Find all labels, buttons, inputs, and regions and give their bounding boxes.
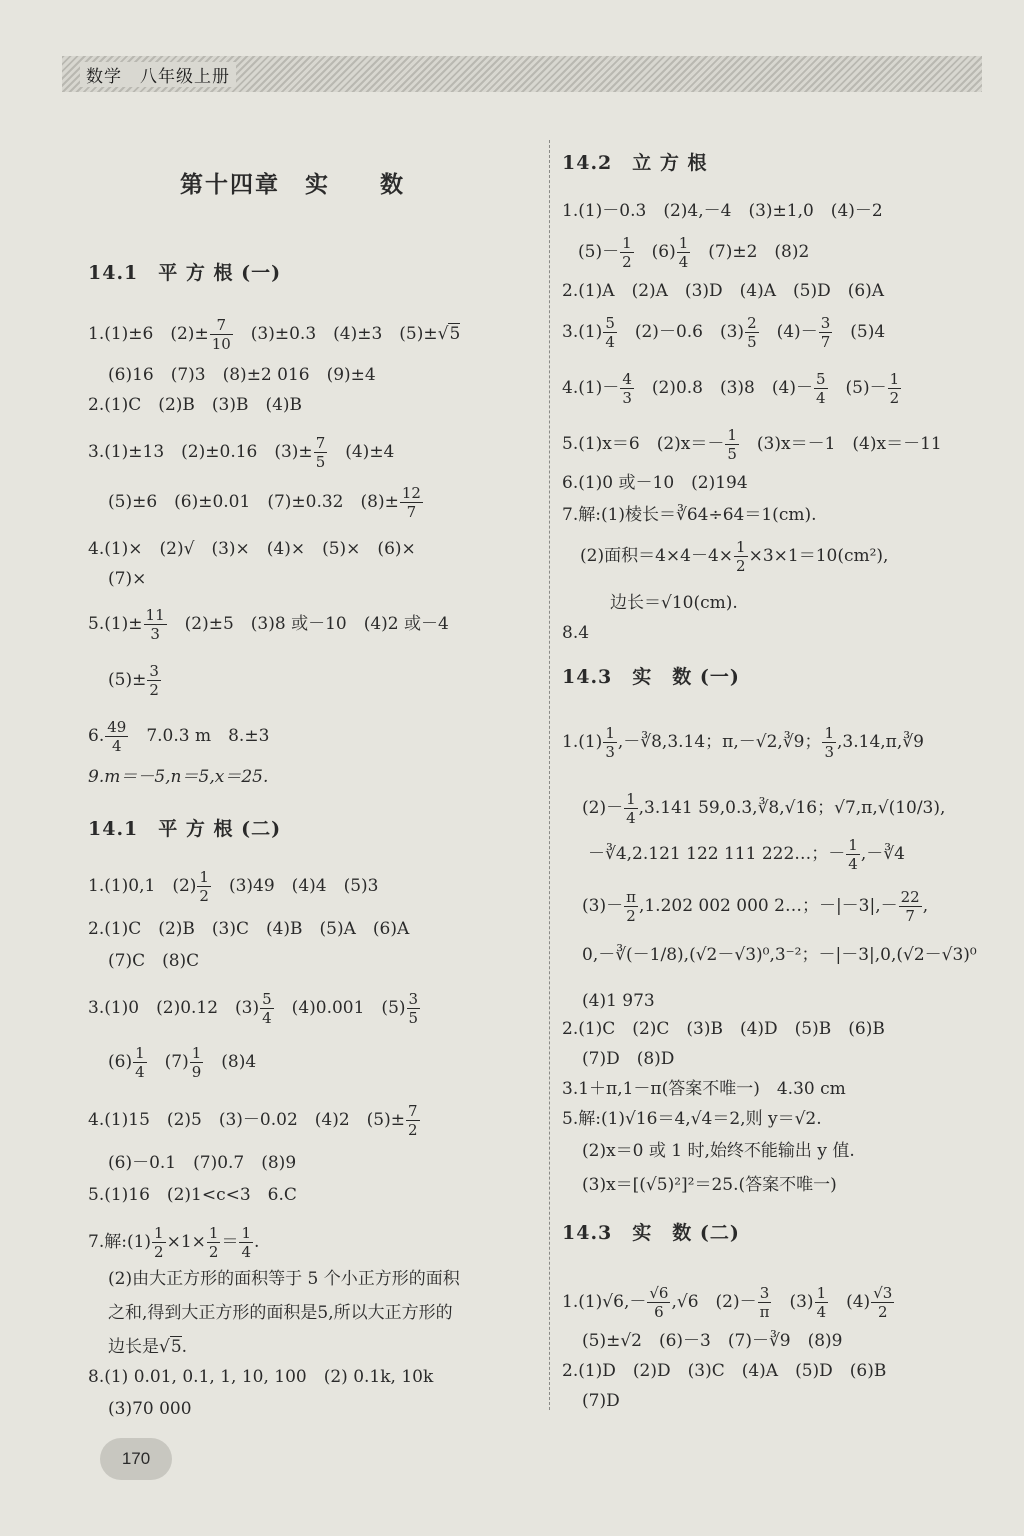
fraction: $\frac{1}{5}$ xyxy=(727,426,737,463)
answer-line: (5)± $\frac{3}{2}$ xyxy=(108,662,159,699)
answer-line: 5.(1)x＝6 (2)x＝－ $\frac{1}{5}$ (3)x＝－1 (4)x＝－11 xyxy=(562,426,942,463)
section-title: 14.1 平 方 根 (一) xyxy=(88,262,282,284)
fraction: $\frac{1}{9}$ xyxy=(191,1044,202,1081)
answer-line: 2.(1)C (2)B (3)C (4)B (5)A (6)A xyxy=(88,919,410,939)
answer-line: (2)由大正方形的面积等于 5 个小正方形的面积 xyxy=(108,1269,460,1289)
fraction: $\frac{1}{2}$ xyxy=(199,868,209,905)
answer-line: (2)面积＝4×4－4× $\frac{1}{2}$ ×3×1＝10(cm²), xyxy=(580,538,889,575)
answer-line: 1.(1)±6 (2)± $\frac{7}{10}$ (3)±0.3 (4)±3 (5)±√5 xyxy=(88,316,461,353)
answer-line: (5)±√2 (6)－3 (7)－∛9 (8)9 xyxy=(582,1331,843,1351)
fraction: $\frac{22}{7}$ xyxy=(900,888,920,925)
answer-line: (7)C (8)C xyxy=(108,951,200,971)
answer-line: (3)－ $\frac{\pi}{2}$ ,1.202 002 000 2…；－|－3|,－ $\frac{22}{7}$ , xyxy=(582,888,929,925)
fraction: $\frac{1}{2}$ xyxy=(736,538,746,575)
answer-line: 3.1＋π,1－π(答案不唯一) 4.30 cm xyxy=(562,1079,846,1099)
section-title: 14.2 立 方 根 xyxy=(562,152,708,174)
answer-line: 7.解:(1)棱长＝∛64÷64＝1(cm). xyxy=(562,505,817,525)
fraction: $\frac{2}{5}$ xyxy=(747,314,757,351)
answer-line: 4.(1)15 (2)5 (3)－0.02 (4)2 (5)± $\frac{7}{2}$ xyxy=(88,1102,418,1139)
answer-line: 1.(1)0,1 (2) $\frac{1}{2}$ (3)49 (4)4 (5)3 xyxy=(88,868,379,905)
fraction: $\frac{1}{3}$ xyxy=(824,724,834,761)
fraction: $\frac{12}{7}$ xyxy=(401,484,421,521)
answer-line: (7)× xyxy=(108,569,147,589)
fraction: $\frac{5}{4}$ xyxy=(815,370,826,407)
fraction: $\frac{4}{3}$ xyxy=(622,370,632,407)
fraction: $\frac{1}{2}$ xyxy=(208,1224,219,1261)
answer-line: 3.(1) $\frac{5}{4}$ (2)－0.6 (3) $\frac{2}{5}$ (4)－ $\frac{3}{7}$ (5)4 xyxy=(562,314,886,351)
answer-line: 6.(1)0 或－10 (2)194 xyxy=(562,473,748,493)
answer-line: 2.(1)C (2)B (3)B (4)B xyxy=(88,395,303,415)
fraction: $\frac{1}{2}$ xyxy=(889,370,900,407)
answer-line: (6) $\frac{1}{4}$ (7) $\frac{1}{9}$ (8)4 xyxy=(108,1044,257,1081)
answer-line: 4.(1)－ $\frac{4}{3}$ (2)0.8 (3)8 (4)－ $\frac{5}{4}$ (5)－ $\frac{1}{2}$ xyxy=(562,370,900,407)
fraction: $\frac{1}{4}$ xyxy=(626,790,636,827)
answer-line: (6)－0.1 (7)0.7 (8)9 xyxy=(108,1153,297,1173)
answer-line: 1.(1) $\frac{1}{3}$ ,－∛8,3.14；π,－√2,∛9； $\frac{1}{3}$ ,3.14,π,∛9 xyxy=(562,724,924,761)
fraction: $\frac{√3}{2}$ xyxy=(873,1284,893,1321)
fraction: $\frac{3}{5}$ xyxy=(408,990,419,1027)
answer-line: 5.(1)16 (2)1<c<3 6.C xyxy=(88,1185,297,1205)
fraction: $\frac{1}{4}$ xyxy=(678,234,689,271)
header-bar xyxy=(62,56,982,92)
fraction: $\frac{7}{2}$ xyxy=(407,1102,418,1139)
fraction: $\frac{5}{4}$ xyxy=(262,990,272,1027)
answer-line: 3.(1)±13 (2)±0.16 (3)± $\frac{7}{5}$ (4)±4 xyxy=(88,434,395,471)
answer-line: 5.解:(1)√16＝4,√4＝2,则 y＝√2. xyxy=(562,1109,822,1129)
answer-line: 1.(1)√6,－ $\frac{√6}{6}$ ,√6 (2)－ $\frac{3}{\pi}$ (3) $\frac{1}{4}$ (4) $\frac{√3}{2}$ xyxy=(562,1284,893,1321)
answer-line: 2.(1)A (2)A (3)D (4)A (5)D (6)A xyxy=(562,281,885,301)
fraction: $\frac{5}{4}$ xyxy=(605,314,615,351)
answer-line: 7.解:(1) $\frac{1}{2}$ ×1× $\frac{1}{2}$ ＝ $\frac{1}{4}$ . xyxy=(88,1224,260,1261)
fraction: $\frac{3}{7}$ xyxy=(820,314,831,351)
fraction: $\frac{√6}{6}$ xyxy=(649,1284,669,1321)
answer-line: 5.(1)± $\frac{11}{3}$ (2)±5 (3)8 或－10 (4)2 或－4 xyxy=(88,606,449,643)
answer-line: (2)－ $\frac{1}{4}$ ,3.141 59,0.3̇,∛8,√16；√7,π,√(10/3), xyxy=(582,790,946,827)
answer-line: (3)70 000 xyxy=(108,1399,192,1419)
answer-line: 0,－∛(－1/8),(√2－√3)⁰,3⁻²；－|－3|,0,(√2－√3)⁰ xyxy=(582,945,977,965)
section-title: 14.3 实 数 (二) xyxy=(562,1222,740,1244)
section-title: 14.1 平 方 根 (二) xyxy=(88,818,282,840)
answer-line: 8.(1) 0.01, 0.1, 1, 10, 100 (2) 0.1k, 10k xyxy=(88,1367,434,1387)
answer-line: 4.(1)× (2)√ (3)× (4)× (5)× (6)× xyxy=(88,539,416,559)
page-number: 170 xyxy=(100,1438,172,1480)
fraction: $\frac{7}{5}$ xyxy=(315,434,326,471)
fraction: $\frac{1}{3}$ xyxy=(605,724,615,761)
section-title: 14.3 实 数 (一) xyxy=(562,666,740,688)
fraction: $\frac{1}{4}$ xyxy=(135,1044,145,1081)
answer-line: －∛4,2.121 122 111 222…；－ $\frac{1}{4}$ ,－∛4 xyxy=(588,836,905,873)
fraction: $\frac{3}{2}$ xyxy=(149,662,159,699)
answer-line: 3.(1)0 (2)0.12 (3) $\frac{5}{4}$ (4)0.001 (5) $\frac{3}{5}$ xyxy=(88,990,419,1027)
fraction: $\frac{11}{3}$ xyxy=(145,606,165,643)
fraction: $\frac{49}{4}$ xyxy=(107,718,127,755)
fraction: $\frac{1}{4}$ xyxy=(816,1284,827,1321)
answer-line: (2)x＝0 或 1 时,始终不能输出 y 值. xyxy=(582,1141,855,1161)
fraction: $\frac{1}{4}$ xyxy=(241,1224,251,1261)
fraction: $\frac{\pi}{2}$ xyxy=(626,888,636,925)
answer-line: 2.(1)C (2)C (3)B (4)D (5)B (6)B xyxy=(562,1019,885,1039)
fraction: $\frac{7}{10}$ xyxy=(211,316,231,353)
answer-line: (7)D (8)D xyxy=(582,1049,675,1069)
fraction: $\frac{1}{4}$ xyxy=(848,836,858,873)
header-title: 数学 八年级上册 xyxy=(80,62,236,87)
answer-line: 2.(1)D (2)D (3)C (4)A (5)D (6)B xyxy=(562,1361,887,1381)
answer-line: (5)±6 (6)±0.01 (7)±0.32 (8)± $\frac{12}{7}$ xyxy=(108,484,421,521)
answer-line: (5)－ $\frac{1}{2}$ (6) $\frac{1}{4}$ (7)±2 (8)2 xyxy=(578,234,810,271)
chapter-title: 第十四章 实 数 xyxy=(180,171,405,198)
answer-line: (3)x＝[(√5)²]²＝25.(答案不唯一) xyxy=(582,1175,837,1195)
answer-line: (4)1 973 xyxy=(582,991,655,1011)
column-divider xyxy=(549,140,550,1410)
answer-line: 9.m＝－5,n＝5,x＝25. xyxy=(88,767,269,787)
fraction: $\frac{3}{\pi}$ xyxy=(759,1284,770,1321)
answer-line: 边长＝√10(cm). xyxy=(610,593,738,613)
fraction: $\frac{1}{2}$ xyxy=(622,234,632,271)
answer-line: 8.4 xyxy=(562,623,590,643)
answer-line: 1.(1)－0.3 (2)4,－4 (3)±1,0 (4)－2 xyxy=(562,201,883,221)
answer-line: 边长是√5. xyxy=(108,1337,188,1357)
answer-line: 之和,得到大正方形的面积是5,所以大正方形的 xyxy=(108,1303,453,1323)
answer-line: (7)D xyxy=(582,1391,620,1411)
fraction: $\frac{1}{2}$ xyxy=(154,1224,164,1261)
answer-line: 6. $\frac{49}{4}$ 7.0.3 m 8.±3 xyxy=(88,718,270,755)
answer-line: (6)16 (7)3 (8)±2 016 (9)±4 xyxy=(108,365,376,385)
